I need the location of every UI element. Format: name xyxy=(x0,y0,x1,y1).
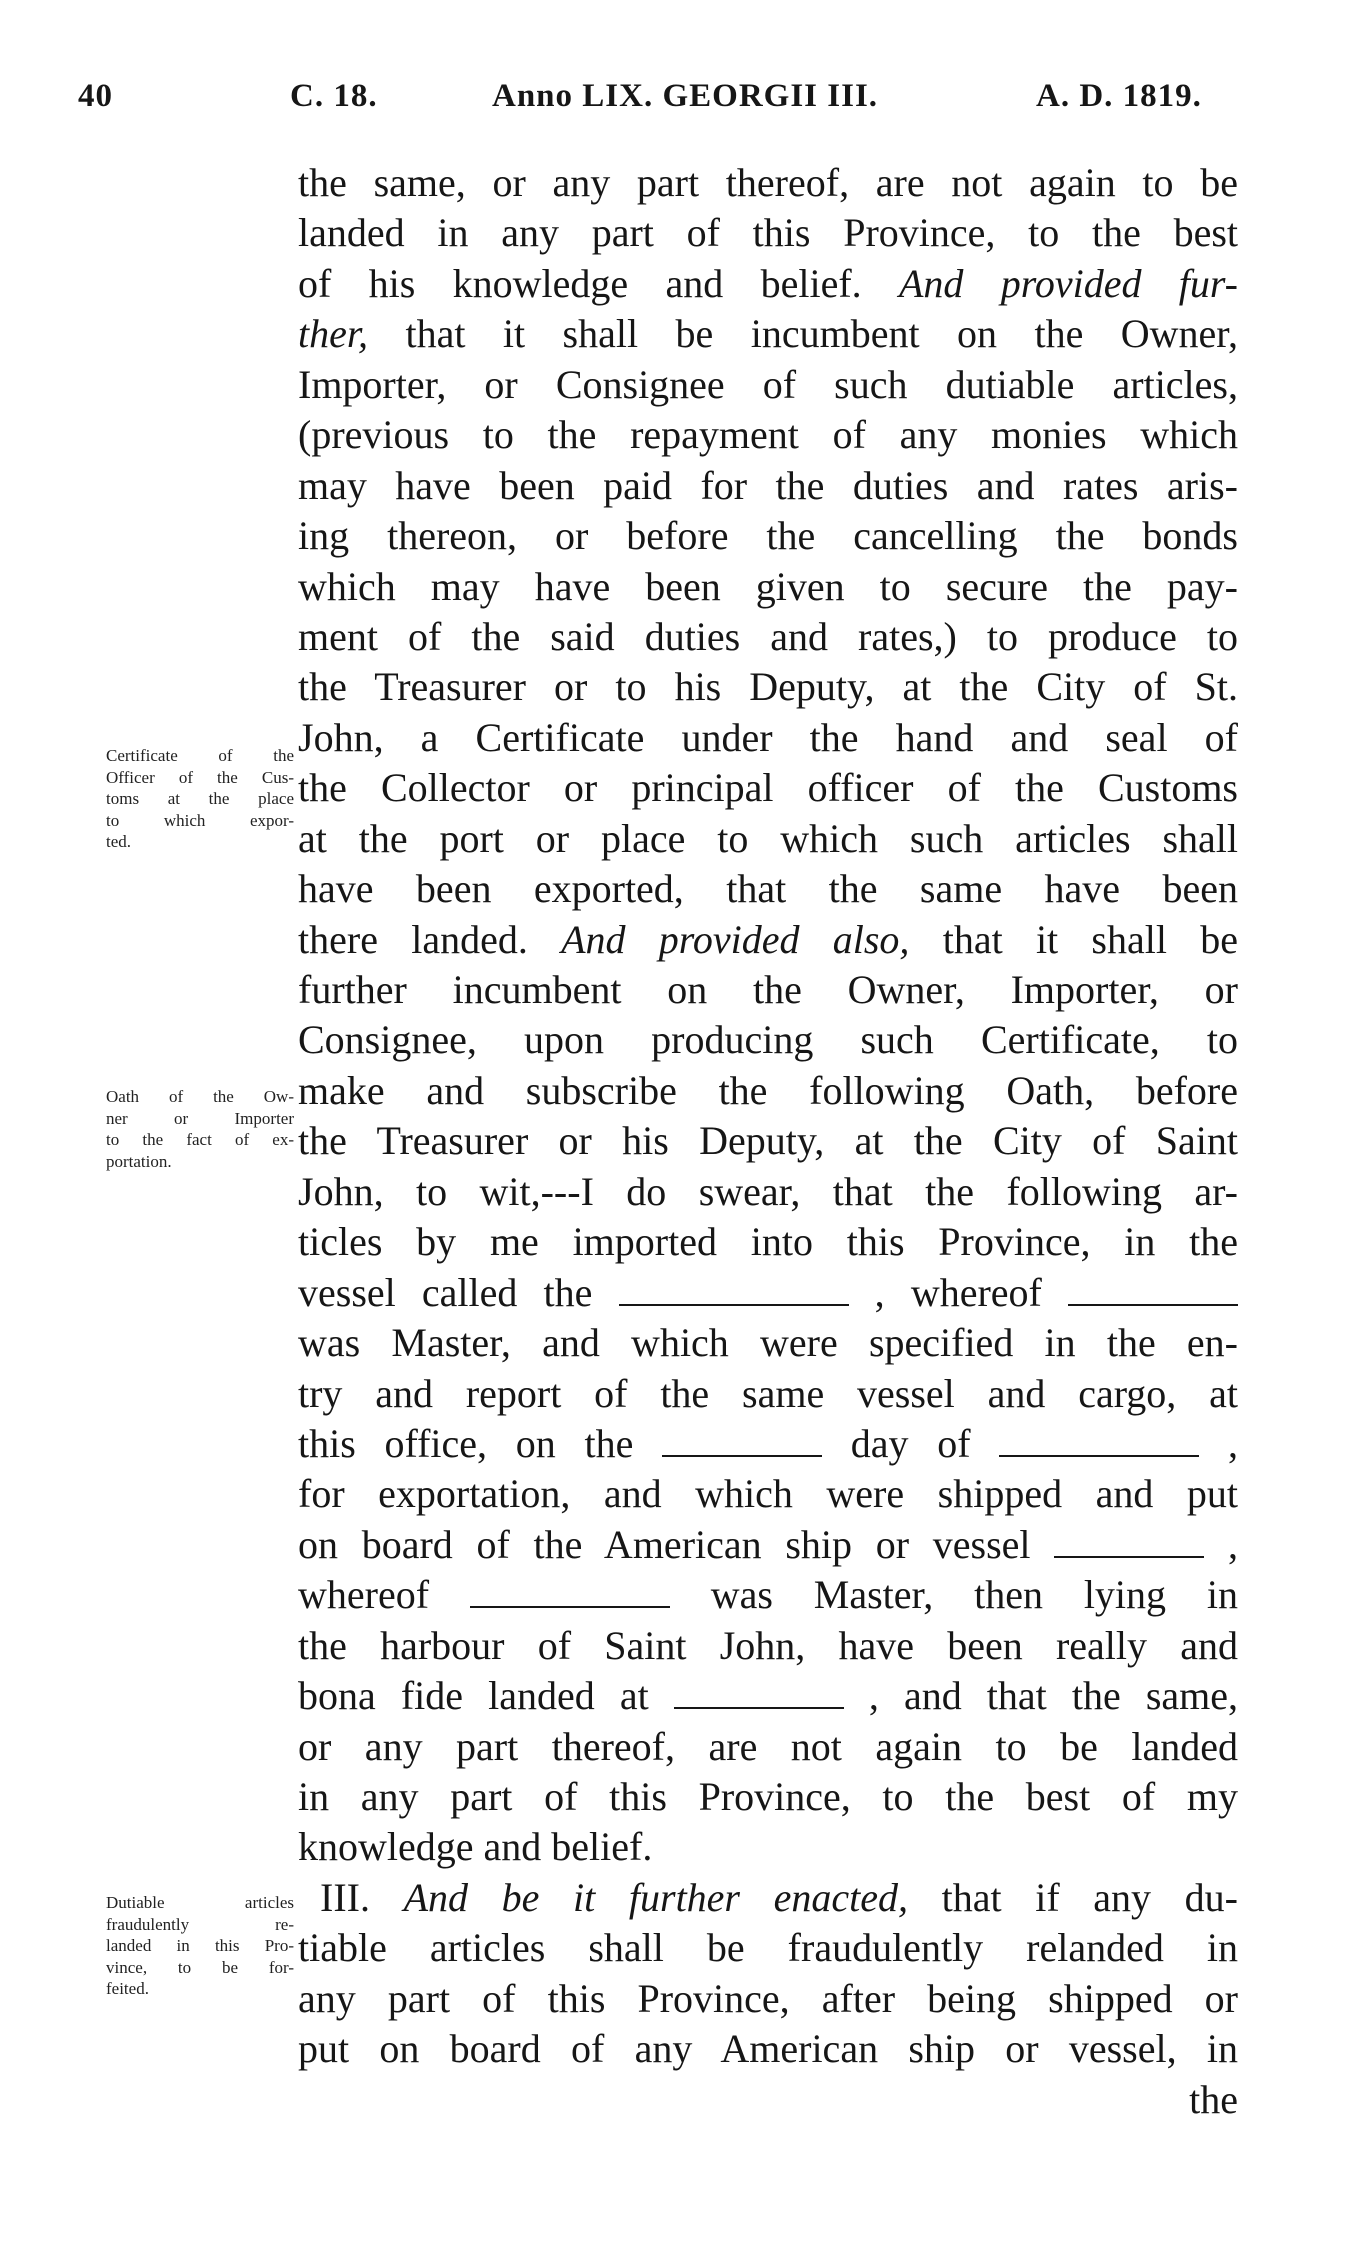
text-line: of his knowledge and belief. And provided fur- xyxy=(298,260,1238,306)
text-line: was Master, and which were specified in the en- xyxy=(298,1320,1238,1366)
text-line: the Collector or principal officer of the Customs xyxy=(298,765,1238,811)
text-line: at the port or place to which such articles shall xyxy=(298,815,1238,861)
blank-month xyxy=(999,1427,1199,1457)
text-line: the same, or any part thereof, are not again to be xyxy=(298,160,1238,205)
chapter-label: C. 18. xyxy=(290,78,378,114)
text-line: vessel called the , whereof xyxy=(298,1268,1238,1318)
text-line: ment of the said duties and rates,) to produce to xyxy=(298,613,1238,659)
text-line: John, a Certificate under the hand and seal of xyxy=(298,714,1238,760)
text-line: the harbour of Saint John, have been really and xyxy=(298,1622,1238,1668)
text-line: put on board of any American ship or vessel, in xyxy=(298,2026,1238,2072)
text-line: there landed. And provided also, that it shall be xyxy=(298,916,1238,962)
text-line: the Treasurer or his Deputy, at the City of Saint xyxy=(298,1118,1238,1164)
running-header xyxy=(78,78,1228,128)
text-line: on board of the American ship or vessel , xyxy=(298,1521,1238,1567)
text-line: knowledge and belief. xyxy=(298,1824,653,1870)
text-line: any part of this Province, after being shipped or xyxy=(298,1975,1238,2021)
blank-landing-place xyxy=(674,1679,844,1709)
text-line: ing thereon, or before the cancelling the bonds xyxy=(298,513,1238,559)
text-line: in any part of this Province, to the best of my xyxy=(298,1774,1238,1819)
text-line: the Treasurer or to his Deputy, at the City of St. xyxy=(298,664,1238,710)
text-line: III. And be it further enacted, that if any du- xyxy=(320,1874,1238,1920)
text-line: ther, that it shall be incumbent on the Owner, xyxy=(298,311,1238,357)
blank-day xyxy=(662,1427,822,1457)
text-line: bona fide landed at , and that the same, xyxy=(298,1673,1238,1719)
text-line: (previous to the repayment of any monies which xyxy=(298,412,1238,458)
text-line: which may have been given to secure the pay- xyxy=(298,563,1238,609)
text-line: landed in any part of this Province, to the best xyxy=(298,210,1238,256)
text-line: Consignee, upon producing such Certificate, to xyxy=(298,1017,1238,1063)
text-line: whereof was Master, then lying in xyxy=(298,1572,1238,1618)
text-line: tiable articles shall be fraudulently relanded in xyxy=(298,1925,1238,1971)
blank-master-name xyxy=(1068,1276,1238,1306)
text-line: try and report of the same vessel and cargo, at xyxy=(298,1370,1238,1416)
text-line: may have been paid for the duties and rates aris- xyxy=(298,462,1238,508)
side-note-dutiable-articles: Dutiable articles fraudulently re- landed in this Pro- vince, to be for- feited. xyxy=(106,1893,294,1998)
text-line: for exportation, and which were shipped and put xyxy=(298,1471,1238,1517)
blank-american-master xyxy=(470,1578,670,1608)
side-note-oath: Oath of the Ow- ner or Importer to the fact of ex- portation. xyxy=(106,1087,294,1171)
year-label: A. D. 1819. xyxy=(1036,78,1202,114)
text-line: this office, on the day of , xyxy=(298,1420,1238,1466)
text-line: ticles by me imported into this Province, in the xyxy=(298,1219,1238,1265)
text-line: or any part thereof, are not again to be landed xyxy=(298,1723,1238,1769)
body-text xyxy=(298,158,1238,2125)
catchword: the xyxy=(1189,2076,1238,2122)
regnal-year-title: Anno LIX. GEORGII III. xyxy=(492,78,879,114)
side-note-certificate: Certificate of the Officer of the Cus- toms at the place to which expor- ted. xyxy=(106,746,294,851)
text-line: make and subscribe the following Oath, before xyxy=(298,1067,1238,1113)
text-line: have been exported, that the same have been xyxy=(298,866,1238,912)
text-line: John, to wit,---I do swear, that the following ar- xyxy=(298,1168,1238,1214)
page-number: 40 xyxy=(78,78,113,114)
blank-american-vessel xyxy=(1054,1528,1204,1558)
blank-vessel-name xyxy=(619,1276,849,1306)
text-line: Importer, or Consignee of such dutiable articles, xyxy=(298,361,1238,407)
text-line: further incumbent on the Owner, Importer, or xyxy=(298,967,1238,1012)
